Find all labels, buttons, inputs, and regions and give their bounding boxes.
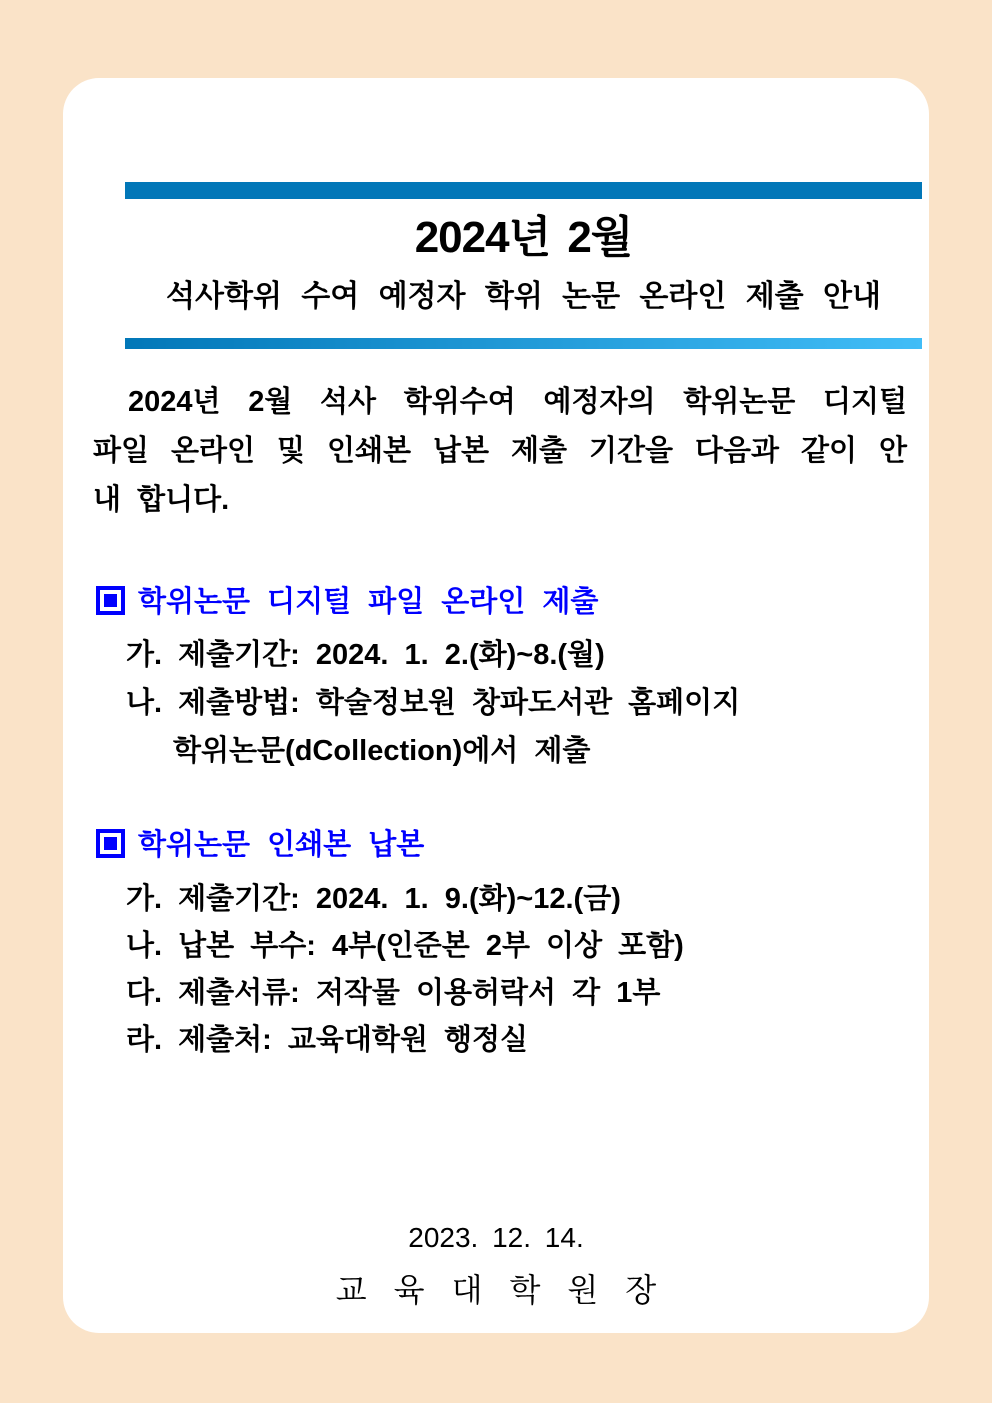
- list-item: 라. 제출처: 교육대학원 행정실: [126, 1024, 529, 1056]
- notice-date: 2023. 12. 14.: [408, 1222, 584, 1253]
- list-item: 나. 납본 부수: 4부(인준본 2부 이상 포함): [126, 930, 684, 962]
- square-bullet-icon: [96, 586, 125, 615]
- list-item: 나. 제출방법: 학술정보원 창파도서관 홈페이지: [126, 687, 741, 719]
- list-item: 가. 제출기간: 2024. 1. 9.(화)~12.(금): [126, 883, 621, 915]
- section-title: 학위논문 디지털 파일 온라인 제출: [138, 586, 599, 618]
- section-heading-digital-file-submission: [96, 584, 896, 620]
- intro-line: 파일 온라인 및 인쇄본 납본 제출 기간을 다음과 같이 안: [93, 435, 907, 467]
- section-heading-print-copy-deposit: [96, 827, 896, 863]
- section-title: 학위논문 인쇄본 납본: [138, 829, 425, 861]
- notice-subtitle: 석사학위 수여 예정자 학위 논문 온라인 제출 안내: [166, 280, 881, 313]
- header-gradient-bar: [125, 338, 922, 349]
- signer-title: 교육대학원장: [335, 1272, 684, 1308]
- square-bullet-icon: [96, 829, 125, 858]
- header-top-bar: [125, 182, 922, 199]
- section-print-copy-items: [126, 876, 916, 1064]
- list-item: 다. 제출서류: 저작물 이용허락서 각 1부: [126, 977, 661, 1009]
- intro-line: 내 합니다.: [93, 484, 230, 516]
- list-item-continuation: 학위논문(dCollection)에서 제출: [173, 735, 591, 767]
- section-digital-file-items: [126, 631, 916, 775]
- notice-title: 2024년 2월: [414, 213, 633, 262]
- notice-card: [63, 78, 929, 1333]
- intro-paragraph: [93, 378, 907, 525]
- intro-line: 2024년 2월 석사 학위수여 예정자의 학위논문 디지털: [128, 386, 907, 418]
- list-item: 가. 제출기간: 2024. 1. 2.(화)~8.(월): [126, 639, 605, 671]
